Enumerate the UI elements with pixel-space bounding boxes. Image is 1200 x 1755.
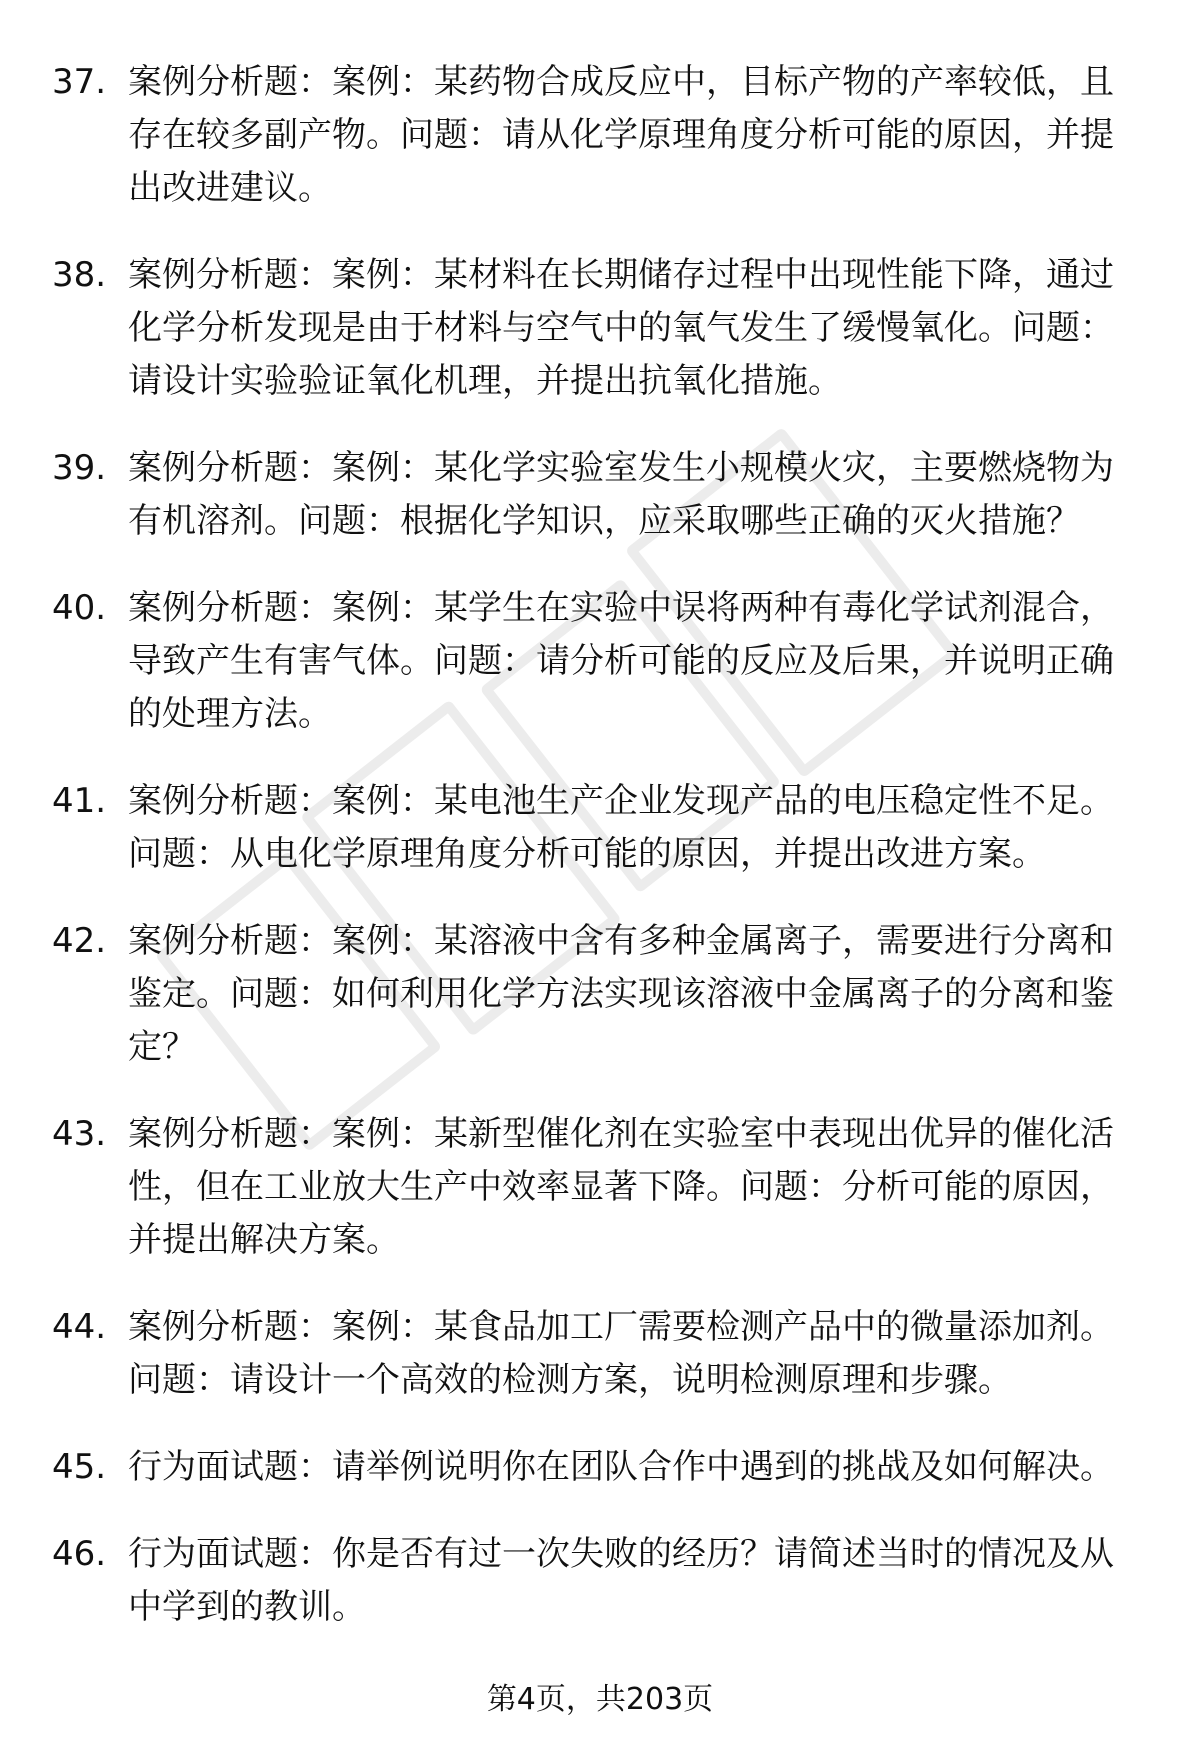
question-text: 案例分析题：案例：某食品加工厂需要检测产品中的微量添加剂。问题：请设计一个高效的检测方案，说明检测原理和步骤。 (128, 1307, 1114, 1400)
question-item (52, 249, 1142, 408)
question-text: 案例分析题：案例：某电池生产企业发现产品的电压稳定性不足。问题：从电化学原理角度分析可能的原因，并提出改进方案。 (128, 781, 1114, 874)
question-text: 案例分析题：案例：某化学实验室发生小规模火灾，主要燃烧物为有机溶剂。问题：根据化学知识，应采取哪些正确的灭火措施？ (128, 448, 1114, 541)
question-list (52, 56, 1142, 1668)
question-item (52, 1108, 1142, 1267)
question-text: 行为面试题：请举例说明你在团队合作中遇到的挑战及如何解决。 (128, 1447, 1114, 1487)
question-item (52, 56, 1142, 215)
question-item (52, 442, 1142, 548)
page-number-footer: 第4页，共203页 (486, 1682, 714, 1717)
question-item (52, 915, 1142, 1074)
question-text: 行为面试题：你是否有过一次失败的经历？请简述当时的情况及从中学到的教训。 (128, 1534, 1114, 1627)
question-number: 43. (52, 1114, 107, 1154)
question-number: 38. (52, 255, 107, 295)
question-item (52, 775, 1142, 881)
question-item (52, 1301, 1142, 1407)
question-text: 案例分析题：案例：某药物合成反应中，目标产物的产率较低，且存在较多副产物。问题：请从化学原理角度分析可能的原因，并提出改进建议。 (128, 62, 1114, 208)
question-number: 37. (52, 62, 107, 102)
question-number: 39. (52, 448, 107, 488)
question-number: 44. (52, 1307, 107, 1347)
question-text: 案例分析题：案例：某材料在长期储存过程中出现性能下降，通过化学分析发现是由于材料与空气中的氧气发生了缓慢氧化。问题：请设计实验验证氧化机理，并提出抗氧化措施。 (128, 255, 1114, 401)
question-text: 案例分析题：案例：某新型催化剂在实验室中表现出优异的催化活性，但在工业放大生产中效率显著下降。问题：分析可能的原因，并提出解决方案。 (128, 1114, 1114, 1260)
question-item (52, 1528, 1142, 1634)
question-text: 案例分析题：案例：某学生在实验中误将两种有毒化学试剂混合，导致产生有害气体。问题：请分析可能的反应及后果，并说明正确的处理方法。 (128, 588, 1114, 734)
question-number: 46. (52, 1534, 107, 1574)
question-number: 40. (52, 588, 107, 628)
question-item (52, 1441, 1142, 1494)
question-number: 41. (52, 781, 107, 821)
question-number: 45. (52, 1447, 107, 1487)
question-text: 案例分析题：案例：某溶液中含有多种金属离子，需要进行分离和鉴定。问题：如何利用化学方法实现该溶液中金属离子的分离和鉴定？ (128, 921, 1114, 1067)
question-item (52, 582, 1142, 741)
question-number: 42. (52, 921, 107, 961)
